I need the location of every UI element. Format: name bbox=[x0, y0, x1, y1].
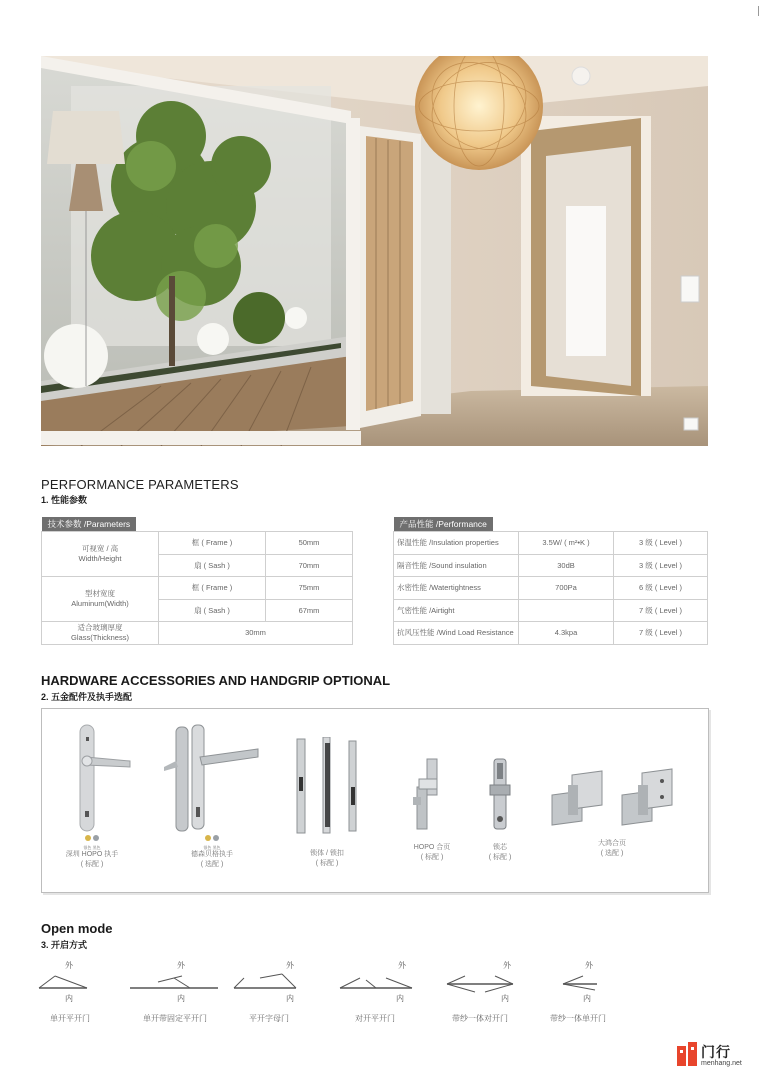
open-mode-name: 带纱一体单开门 bbox=[550, 1014, 606, 1023]
perf-level: 6 级 ( Level ) bbox=[614, 577, 708, 600]
swing-with-fixed-door-icon bbox=[130, 968, 220, 996]
parameters-table bbox=[41, 517, 353, 645]
inside-label: 内 bbox=[583, 994, 591, 1003]
perf-value: 30dB bbox=[519, 554, 614, 577]
cell-value: 75mm bbox=[266, 577, 353, 600]
performance-title: PERFORMANCE PARAMETERS bbox=[41, 477, 239, 492]
hardware-name: 大鸿合页 bbox=[598, 840, 626, 847]
hardware-note: ( 标配 ) bbox=[315, 860, 339, 867]
hardware-subtitle: 2. 五金配件及执手选配 bbox=[41, 692, 133, 702]
performance-subtitle: 1. 性能参数 bbox=[41, 495, 88, 505]
cell-value: 67mm bbox=[266, 599, 353, 622]
cell-sub: 框 ( Frame ) bbox=[159, 532, 266, 555]
inside-label: 内 bbox=[177, 994, 185, 1003]
brand-mark-icon bbox=[677, 1042, 699, 1068]
hero-photo bbox=[41, 56, 708, 446]
table-row bbox=[394, 599, 708, 622]
open-mode-name: 带纱一体对开门 bbox=[452, 1014, 508, 1023]
swatch-label: 银色 bbox=[203, 845, 212, 850]
inside-label: 内 bbox=[501, 994, 509, 1003]
perf-level: 3 级 ( Level ) bbox=[614, 532, 708, 555]
hardware-name: HOPO 合页 bbox=[413, 844, 451, 851]
swatch-label: 黑色 bbox=[212, 845, 221, 850]
dessenberger-handle-icon bbox=[162, 723, 262, 833]
brand-logo bbox=[677, 1040, 757, 1072]
perf-level: 3 级 ( Level ) bbox=[614, 554, 708, 577]
performance-table bbox=[393, 517, 708, 645]
hardware-note: ( 标配 ) bbox=[420, 854, 444, 861]
mother-son-door-icon bbox=[224, 968, 314, 996]
inside-label: 内 bbox=[396, 994, 404, 1003]
hardware-note: ( 标配 ) bbox=[80, 861, 104, 868]
hopo-handle-icon bbox=[52, 723, 132, 833]
perf-name: 隔音性能 /Sound insulation bbox=[394, 554, 519, 577]
cell-sub: 扇 ( Sash ) bbox=[159, 554, 266, 577]
hardware-panel bbox=[41, 708, 709, 893]
outside-label: 外 bbox=[65, 961, 73, 970]
open-mode-subtitle: 3. 开启方式 bbox=[41, 940, 88, 950]
performance-header: 产品性能 /Performance bbox=[394, 517, 493, 531]
hardware-item bbox=[542, 765, 682, 859]
row-label-en: Aluminum(Width) bbox=[71, 599, 129, 608]
row-label-en: Glass(Thickness) bbox=[71, 632, 129, 642]
table-row bbox=[394, 622, 708, 645]
hardware-name: 德森贝格执手 bbox=[191, 851, 233, 858]
double-swing-door-icon bbox=[330, 968, 420, 996]
open-mode-name: 单开带固定平开门 bbox=[143, 1014, 207, 1023]
single-swing-door-icon bbox=[25, 968, 115, 996]
open-mode-name: 平开字母门 bbox=[249, 1014, 289, 1023]
lock-cylinder-icon bbox=[470, 757, 530, 837]
perf-name: 气密性能 /Airtight bbox=[394, 599, 519, 622]
perf-name: 水密性能 /Watertightness bbox=[394, 577, 519, 600]
hardware-item bbox=[287, 737, 367, 869]
crop-mark bbox=[748, 6, 759, 16]
perf-value: 700Pa bbox=[519, 577, 614, 600]
outside-label: 外 bbox=[503, 961, 511, 970]
perf-level: 7 级 ( Level ) bbox=[614, 622, 708, 645]
row-label-cn: 可视宽 / 高 bbox=[81, 544, 119, 553]
hardware-item bbox=[162, 723, 262, 870]
inside-label: 内 bbox=[286, 994, 294, 1003]
open-mode-name: 对开平开门 bbox=[355, 1014, 395, 1023]
inside-label: 内 bbox=[65, 994, 73, 1003]
perf-level: 7 级 ( Level ) bbox=[614, 599, 708, 622]
outside-label: 外 bbox=[286, 961, 294, 970]
hardware-note: ( 标配 ) bbox=[488, 854, 512, 861]
screen-single-door-icon bbox=[533, 968, 623, 996]
hardware-name: 锁芯 bbox=[493, 844, 507, 851]
cell-value: 30mm bbox=[159, 622, 353, 645]
table-row bbox=[394, 577, 708, 600]
perf-value bbox=[519, 599, 614, 622]
row-label-cn: 型材宽度 bbox=[85, 589, 115, 598]
row-label-cn: 适合玻璃厚度 bbox=[77, 622, 123, 632]
open-mode-name: 单开平开门 bbox=[50, 1014, 90, 1023]
hardware-title: HARDWARE ACCESSORIES AND HANDGRIP OPTIONAL bbox=[41, 673, 391, 688]
cell-value: 50mm bbox=[266, 532, 353, 555]
brand-site: menhang.net bbox=[701, 1060, 742, 1067]
perf-value: 4.3kpa bbox=[519, 622, 614, 645]
outside-label: 外 bbox=[398, 961, 406, 970]
swatch-label: 黑色 bbox=[92, 845, 101, 850]
hardware-item bbox=[470, 757, 530, 863]
hardware-note: ( 选配 ) bbox=[600, 850, 624, 857]
table-row bbox=[394, 554, 708, 577]
row-label-en: Width/Height bbox=[78, 554, 122, 563]
swatch-label: 银色 bbox=[83, 845, 92, 850]
hopo-hinge-icon bbox=[397, 757, 467, 837]
hardware-item bbox=[397, 757, 467, 863]
screen-double-door-icon bbox=[435, 968, 525, 996]
outside-label: 外 bbox=[585, 961, 593, 970]
cell-sub: 扇 ( Sash ) bbox=[159, 599, 266, 622]
cell-value: 70mm bbox=[266, 554, 353, 577]
dahong-hinge-icon bbox=[542, 765, 682, 837]
hardware-name: 锁体 / 锁扣 bbox=[310, 850, 344, 857]
hardware-item bbox=[52, 723, 132, 870]
hardware-name: 深圳 HOPO 执手 bbox=[65, 851, 119, 858]
perf-value: 3.5W/ ( m²•K ) bbox=[519, 532, 614, 555]
parameters-header: 技术参数 /Parameters bbox=[42, 517, 137, 531]
perf-name: 抗风压性能 /Wind Load Resistance bbox=[394, 622, 519, 645]
outside-label: 外 bbox=[177, 961, 185, 970]
hardware-note: ( 选配 ) bbox=[200, 861, 224, 868]
open-mode-title: Open mode bbox=[41, 921, 113, 936]
brand-name: 门行 bbox=[701, 1044, 731, 1060]
perf-name: 保温性能 /Insulation properties bbox=[394, 532, 519, 555]
table-row bbox=[394, 532, 708, 555]
cell-sub: 框 ( Frame ) bbox=[159, 577, 266, 600]
lock-body-icon bbox=[287, 737, 367, 837]
